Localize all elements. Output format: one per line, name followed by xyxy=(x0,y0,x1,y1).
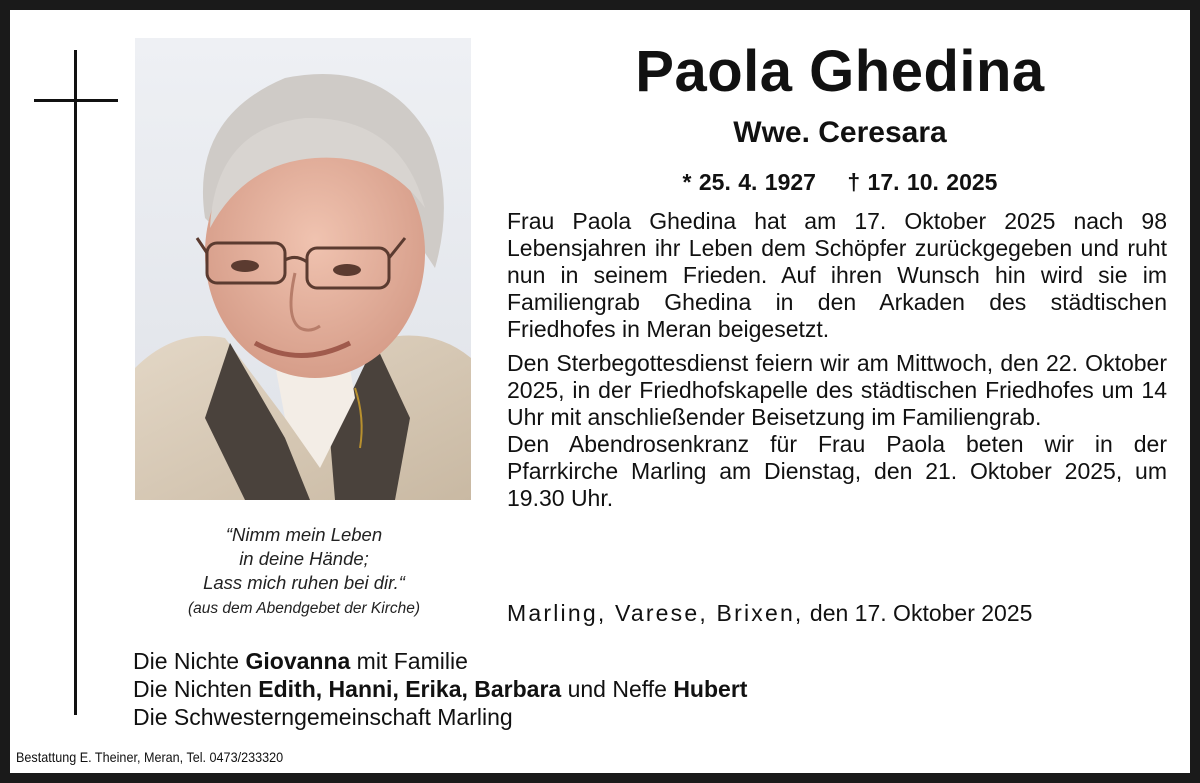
death-date: † 17. 10. 2025 xyxy=(847,169,998,195)
place-and-date xyxy=(507,599,1167,627)
cross-horizontal-bar xyxy=(34,99,118,102)
mourner-line: Die Nichte Giovanna mit Familie xyxy=(133,648,468,674)
funeral-home-footer: Bestattung E. Theiner, Meran, Tel. 0473/233320 xyxy=(16,749,284,765)
paragraph: Frau Paola Ghedina hat am 17. Oktober 2025 nach 98 Lebensjahren ihr Leben dem Schöpfer zurückgegeben und ruht nun in seinem Frieden. Auf ihren Wunsch hin wird sie im Familiengrab Ghedina in den Arkaden des städtischen Friedhofes in Meran beigesetzt. xyxy=(507,208,1167,342)
widow-name: Wwe. Ceresara xyxy=(733,116,947,149)
deceased-name: Paola Ghedina xyxy=(635,39,1045,104)
quote-line: in deine Hände; xyxy=(239,548,369,569)
places: Marling, Varese, Brixen, xyxy=(507,600,804,626)
mourner-name: Giovanna xyxy=(245,648,351,674)
quote xyxy=(128,523,480,595)
quote-line: Lass mich ruhen bei dir.“ xyxy=(203,572,405,593)
mourner-line: Die Nichten Edith, Hanni, Erika, Barbara und Neffe Hubert xyxy=(133,676,748,702)
birth-date: * 25. 4. 1927 xyxy=(682,169,816,195)
mourner-name: Hubert xyxy=(673,676,748,702)
mourner-line: Die Schwesterngemeinschaft Marling xyxy=(133,704,513,730)
cross-vertical-bar xyxy=(74,50,77,715)
portrait-photo xyxy=(135,38,471,500)
obituary-notice xyxy=(10,10,1190,773)
date: den 17. Oktober 2025 xyxy=(803,600,1033,626)
life-dates xyxy=(505,168,1175,196)
mourners-list xyxy=(133,647,1133,731)
quote-source: (aus dem Abendgebet der Kirche) xyxy=(187,600,421,617)
paragraph: Den Sterbegottesdienst feiern wir am Mittwoch, den 22. Oktober 2025, in der Friedhofskapelle des städtischen Friedhofes um 14 Uhr mit anschließender Beisetzung im Familiengrab. xyxy=(507,350,1167,430)
mourner-name: Edith, Hanni, Erika, Barbara xyxy=(258,676,562,702)
paragraph: Den Abendrosenkranz für Frau Paola beten wir in der Pfarrkirche Marling am Dienstag, den 21. Oktober 2025, um 19.30 Uhr. xyxy=(507,431,1167,511)
quote-line: “Nimm mein Leben xyxy=(225,524,383,545)
obituary-text xyxy=(507,208,1167,512)
